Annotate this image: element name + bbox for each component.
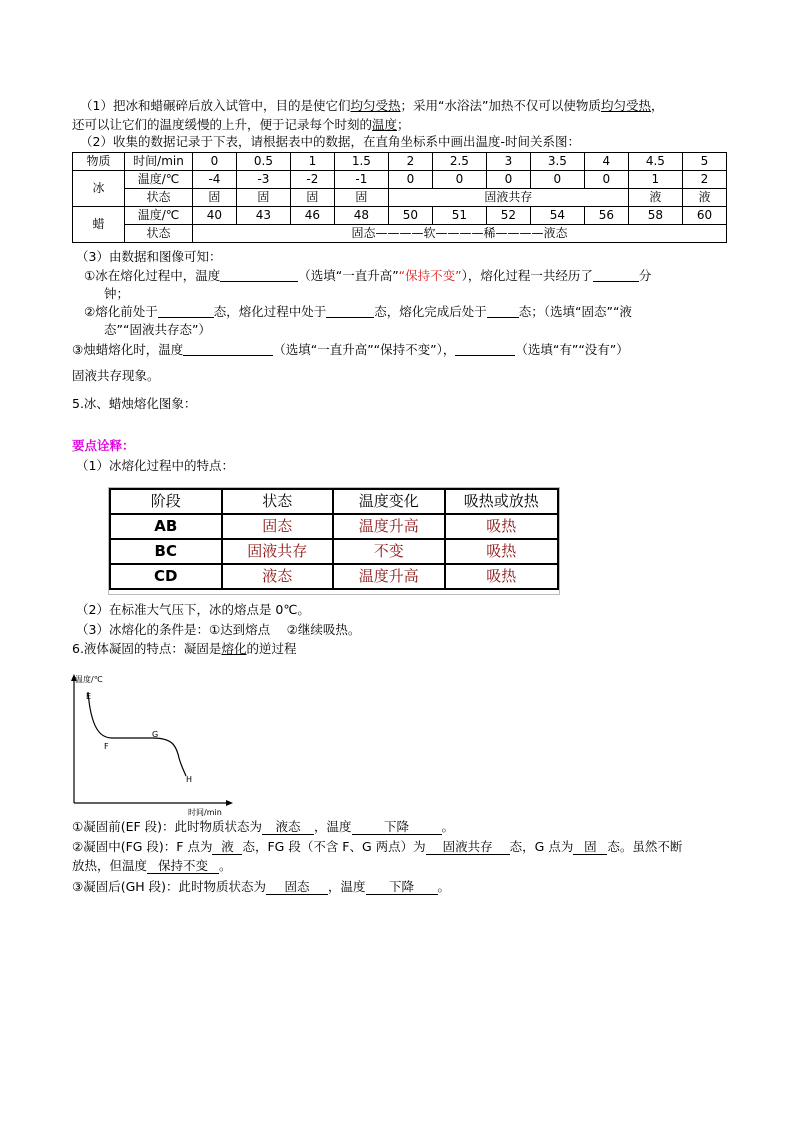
solidification-graph xyxy=(66,668,241,816)
table-cell: 吸热 xyxy=(445,564,559,589)
table-row xyxy=(73,153,727,171)
table-cell: CD xyxy=(110,564,222,589)
table-cell: 吸热 xyxy=(445,539,559,564)
table-cell: 温度升高 xyxy=(333,514,444,539)
text-line: （1）冰熔化过程中的特点： xyxy=(76,458,234,473)
table-cell: 固态————软————稀————液态 xyxy=(193,225,727,243)
table-cell: 0 xyxy=(486,171,530,189)
answer-text: 下降 xyxy=(366,879,438,895)
table-row xyxy=(73,207,727,225)
text-line: ①凝固前(EF 段)：此时物质状态为 液态 ，温度 下降 。 xyxy=(72,819,455,834)
melting-data-table xyxy=(72,152,727,243)
text-line: ①冰在熔化过程中，温度 （选填“一直升高”“保持不变”），熔化过程一共经历了 分 xyxy=(84,268,652,283)
table-cell: 48 xyxy=(334,207,388,225)
table-cell: 固 xyxy=(193,189,237,207)
answer-text: 熔化 xyxy=(221,641,247,656)
point-label-e: E xyxy=(86,692,92,701)
text-line: 固液共存现象。 xyxy=(72,368,160,383)
table-cell: 蜡 xyxy=(73,207,125,243)
answer-blank[interactable] xyxy=(326,303,374,318)
table-cell: 液态 xyxy=(222,564,333,589)
text-line: 还可以让它们的温度缓慢的上升，便于记录每个时刻的温度； xyxy=(72,117,410,132)
x-axis-label: 时间/min xyxy=(188,808,222,816)
table-cell: 0 xyxy=(388,171,432,189)
text-line: 态”“固液共存态”） xyxy=(104,322,211,337)
table-cell: 2.5 xyxy=(432,153,486,171)
table-cell: 冰 xyxy=(73,171,125,207)
answer-text: 固 xyxy=(573,839,607,855)
table-cell: 不变 xyxy=(333,539,444,564)
text-line: 钟； xyxy=(104,286,130,301)
answer-text: 保持不变 xyxy=(147,858,219,874)
table-cell: 60 xyxy=(682,207,726,225)
answer-text: 下降 xyxy=(352,819,442,835)
answer-text: 固态 xyxy=(266,879,328,895)
table-header: 状态 xyxy=(222,489,333,514)
table-cell: 50 xyxy=(388,207,432,225)
table-header: 阶段 xyxy=(110,489,222,514)
table-cell: 5 xyxy=(682,153,726,171)
table-cell: 温度/℃ xyxy=(125,207,193,225)
answer-blank[interactable] xyxy=(183,341,273,356)
table-cell: 固液共存 xyxy=(222,539,333,564)
table-cell: 1.5 xyxy=(334,153,388,171)
table-row xyxy=(73,171,727,189)
answer-text: 液态 xyxy=(262,819,314,835)
table-cell: 2 xyxy=(388,153,432,171)
table-cell: -3 xyxy=(236,171,290,189)
text-line: ②凝固中(FG 段)：F 点为 液 态，FG 段（不含 F、G 两点）为 固液共存 态，G 点为 固 态。虽然不断 xyxy=(72,839,683,854)
ice-melting-table-image xyxy=(108,487,560,595)
table-cell: -4 xyxy=(193,171,237,189)
key-points-heading: 要点诠释： xyxy=(72,438,135,453)
answer-text: 均匀受热 xyxy=(600,98,651,113)
table-cell: 4.5 xyxy=(628,153,682,171)
y-axis-label: 温度/℃ xyxy=(75,675,103,684)
answer-blank[interactable] xyxy=(455,341,515,356)
section-heading: 6.液体凝固的特点：凝固是熔化的逆过程 xyxy=(72,641,297,656)
table-cell: 43 xyxy=(236,207,290,225)
answer-text: 均匀受热 xyxy=(350,98,401,113)
text-line: （3）由数据和图像可知： xyxy=(76,249,222,264)
table-cell: BC xyxy=(110,539,222,564)
text-line: 放热，但温度 保持不变 。 xyxy=(72,858,232,873)
table-cell: 状态 xyxy=(125,225,193,243)
table-cell: 吸热 xyxy=(445,514,559,539)
table-cell: 固 xyxy=(334,189,388,207)
table-row xyxy=(73,189,727,207)
table-header: 吸热或放热 xyxy=(445,489,559,514)
table-cell: 0.5 xyxy=(236,153,290,171)
table-row xyxy=(110,539,558,564)
answer-blank[interactable] xyxy=(158,303,214,318)
table-row xyxy=(110,564,558,589)
table-cell: 固 xyxy=(290,189,334,207)
table-cell: 1 xyxy=(290,153,334,171)
text-line: （2）在标准大气压下，冰的熔点是 0℃。 xyxy=(76,602,310,617)
table-cell: 4 xyxy=(584,153,628,171)
answer-text: 温度 xyxy=(372,117,398,132)
table-row xyxy=(110,514,558,539)
table-cell: 状态 xyxy=(125,189,193,207)
table-cell: 液 xyxy=(628,189,682,207)
answer-blank[interactable] xyxy=(220,267,298,282)
table-cell: -2 xyxy=(290,171,334,189)
table-cell: 液 xyxy=(682,189,726,207)
text-line: ②熔化前处于 态，熔化过程中处于 态，熔化完成后处于 态；（选填“固态”“液 xyxy=(84,304,632,319)
table-cell: 58 xyxy=(628,207,682,225)
table-row xyxy=(110,489,558,514)
text-line: （1）把冰和蜡碾碎后放入试管中，目的是使它们均匀受热；采用“水浴法”加热不仅可以使物质均匀受热， xyxy=(80,98,664,113)
table-cell: 0 xyxy=(584,171,628,189)
x-axis-arrow xyxy=(226,800,233,806)
point-label-h: H xyxy=(186,775,193,784)
point-label-g: G xyxy=(152,730,159,739)
table-cell: 2 xyxy=(682,171,726,189)
table-cell: 46 xyxy=(290,207,334,225)
text-line: （3）冰熔化的条件是：①达到熔点 ②继续吸热。 xyxy=(76,622,361,637)
table-row xyxy=(73,225,727,243)
table-cell: 温度升高 xyxy=(333,564,444,589)
table-cell: 0 xyxy=(193,153,237,171)
table-cell: 52 xyxy=(486,207,530,225)
table-cell: 1 xyxy=(628,171,682,189)
table-cell: 54 xyxy=(530,207,584,225)
answer-blank[interactable] xyxy=(593,267,639,282)
table-cell: 固 xyxy=(236,189,290,207)
text-line: ③凝固后(GH 段)：此时物质状态为 固态 ，温度 下降 。 xyxy=(72,879,451,894)
table-cell: -1 xyxy=(334,171,388,189)
table-cell: 3 xyxy=(486,153,530,171)
table-cell: 温度/℃ xyxy=(125,171,193,189)
answer-blank[interactable] xyxy=(487,303,519,318)
point-label-f: F xyxy=(104,742,109,751)
cooling-curve xyxy=(88,692,186,776)
table-cell: 0 xyxy=(530,171,584,189)
section-heading: 5.冰、蜡烛熔化图象： xyxy=(72,396,197,411)
table-cell: 固态 xyxy=(222,514,333,539)
ice-melting-table xyxy=(109,488,559,590)
table-cell: 51 xyxy=(432,207,486,225)
answer-text: 液 xyxy=(212,839,242,855)
text-line: ③烛蜡熔化时，温度 （选填“一直升高”“保持不变”）， （选填“有”“没有”） xyxy=(72,342,629,357)
answer-text: 固液共存 xyxy=(426,839,510,855)
table-cell: 时间/min xyxy=(125,153,193,171)
table-cell: 物质 xyxy=(73,153,125,171)
table-cell: 固液共存 xyxy=(388,189,628,207)
table-cell: 56 xyxy=(584,207,628,225)
table-cell: AB xyxy=(110,514,222,539)
table-cell: 40 xyxy=(193,207,237,225)
table-header: 温度变化 xyxy=(333,489,444,514)
table-cell: 0 xyxy=(432,171,486,189)
table-cell: 3.5 xyxy=(530,153,584,171)
text-line: （2）收集的数据记录于下表，请根据表中的数据，在直角坐标系中画出温度-时间关系图： xyxy=(80,134,580,149)
